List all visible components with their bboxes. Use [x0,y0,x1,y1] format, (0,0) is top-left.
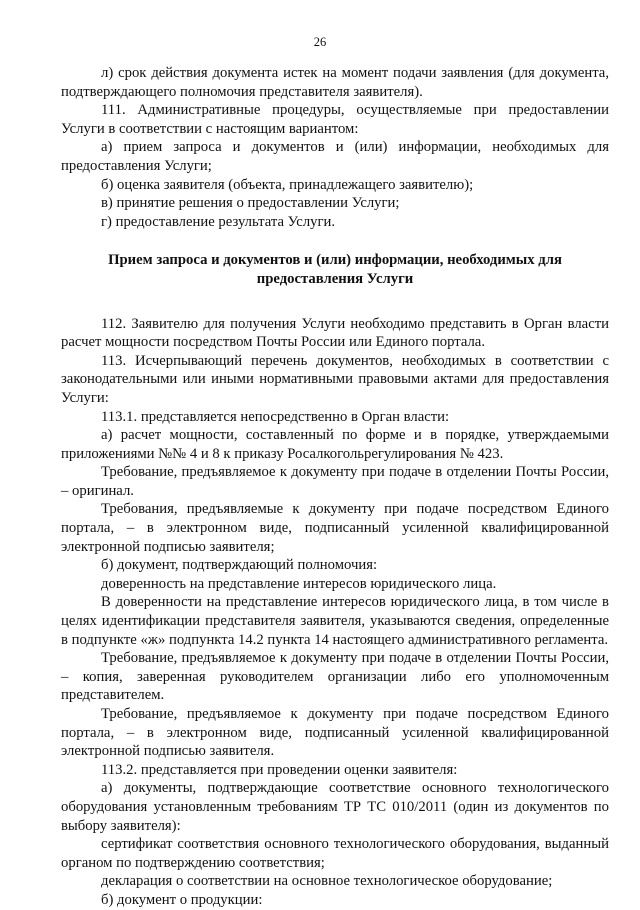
paragraph-requirement-post-original: Требование, предъявляемое к документу при подаче в отделении Почты России, – оригинал. [61,464,609,499]
paragraph-111: 111. Административные процедуры, осуществляемые при предоставлении Услуги в соответствии с настоящим вариантом: [61,102,609,137]
page-number: 26 [313,35,327,49]
paragraph-power-of-attorney: доверенность на представление интересов юридического лица. [101,575,497,592]
list-item-b: б) оценка заявителя (объекта, принадлежащего заявителю); [101,176,474,193]
document-body [61,64,609,910]
paragraph-112: 112. Заявителю для получения Услуги необходимо представить в Орган власти расчет мощности посредством Почты России или Единого портала. [61,315,609,351]
paragraph-power-of-attorney-details: В доверенности на представление интересов юридического лица, в том числе в целях идентификации представителя заявителя, указываются сведения, определенные в подпункте «ж» подпункта 14.2 пункта 14 настоящего административного регламента. [61,594,609,648]
list-item-v: в) принятие решения о предоставлении Услуги; [101,195,400,212]
paragraph-requirement-portal-1: Требования, предъявляемые к документу при подаче посредством Единого портала, – в электронном виде, подписанный усиленной квалифицированной электронной подписью заявителя; [61,501,609,555]
list-item-g: г) предоставление результата Услуги. [101,213,336,230]
paragraph-113-2-a: а) документы, подтверждающие соответствие основного технологического оборудования установленным требованиям ТР ТС 010/2011 (один из документов по выбору заявителя): [61,780,609,834]
paragraph-113-1-b: б) документ, подтверждающий полномочия: [101,557,378,574]
paragraph-item-l: л) срок действия документа истек на момент подачи заявления (для документа, подтверждающего полномочия представителя заявителя). [61,65,609,100]
paragraph-113-1-a: а) расчет мощности, составленный по форме и в порядке, утверждаемыми приложениями №№ 4 и 8 к приказу Росалкогольрегулирования № 423. [61,427,609,462]
paragraph-requirement-portal-2: Требование, предъявляемое к документу при подаче посредством Единого портала, – в электронном виде, подписанный усиленной квалифицированной электронной подписью заявителя. [61,706,609,760]
paragraph-113-1: 113.1. представляется непосредственно в Орган власти: [101,408,450,425]
paragraph-113: 113. Исчерпывающий перечень документов, необходимых в соответствии с законодательными или иными нормативными правовыми актами для предоставления Услуги: [61,352,609,406]
paragraph-113-2-b: б) документ о продукции: [101,891,263,908]
paragraph-declaration: декларация о соответствии на основное технологическое оборудование; [101,873,553,890]
list-item-a: а) прием запроса и документов и (или) информации, необходимых для предоставления Услуги; [61,139,609,174]
section-heading: Прием запроса и документов и (или) информации, необходимых для предоставления Услуги [108,252,562,287]
paragraph-certificate: сертификат соответствия основного технологического оборудования, выданный органом по подтверждению соответствия; [61,836,609,871]
paragraph-113-2: 113.2. представляется при проведении оценки заявителя: [101,761,458,778]
paragraph-requirement-post-copy: Требование, предъявляемое к документу при подаче в отделении Почты России, – копия, заверенная руководителем организации либо его уполномоченным представителем. [61,650,609,704]
